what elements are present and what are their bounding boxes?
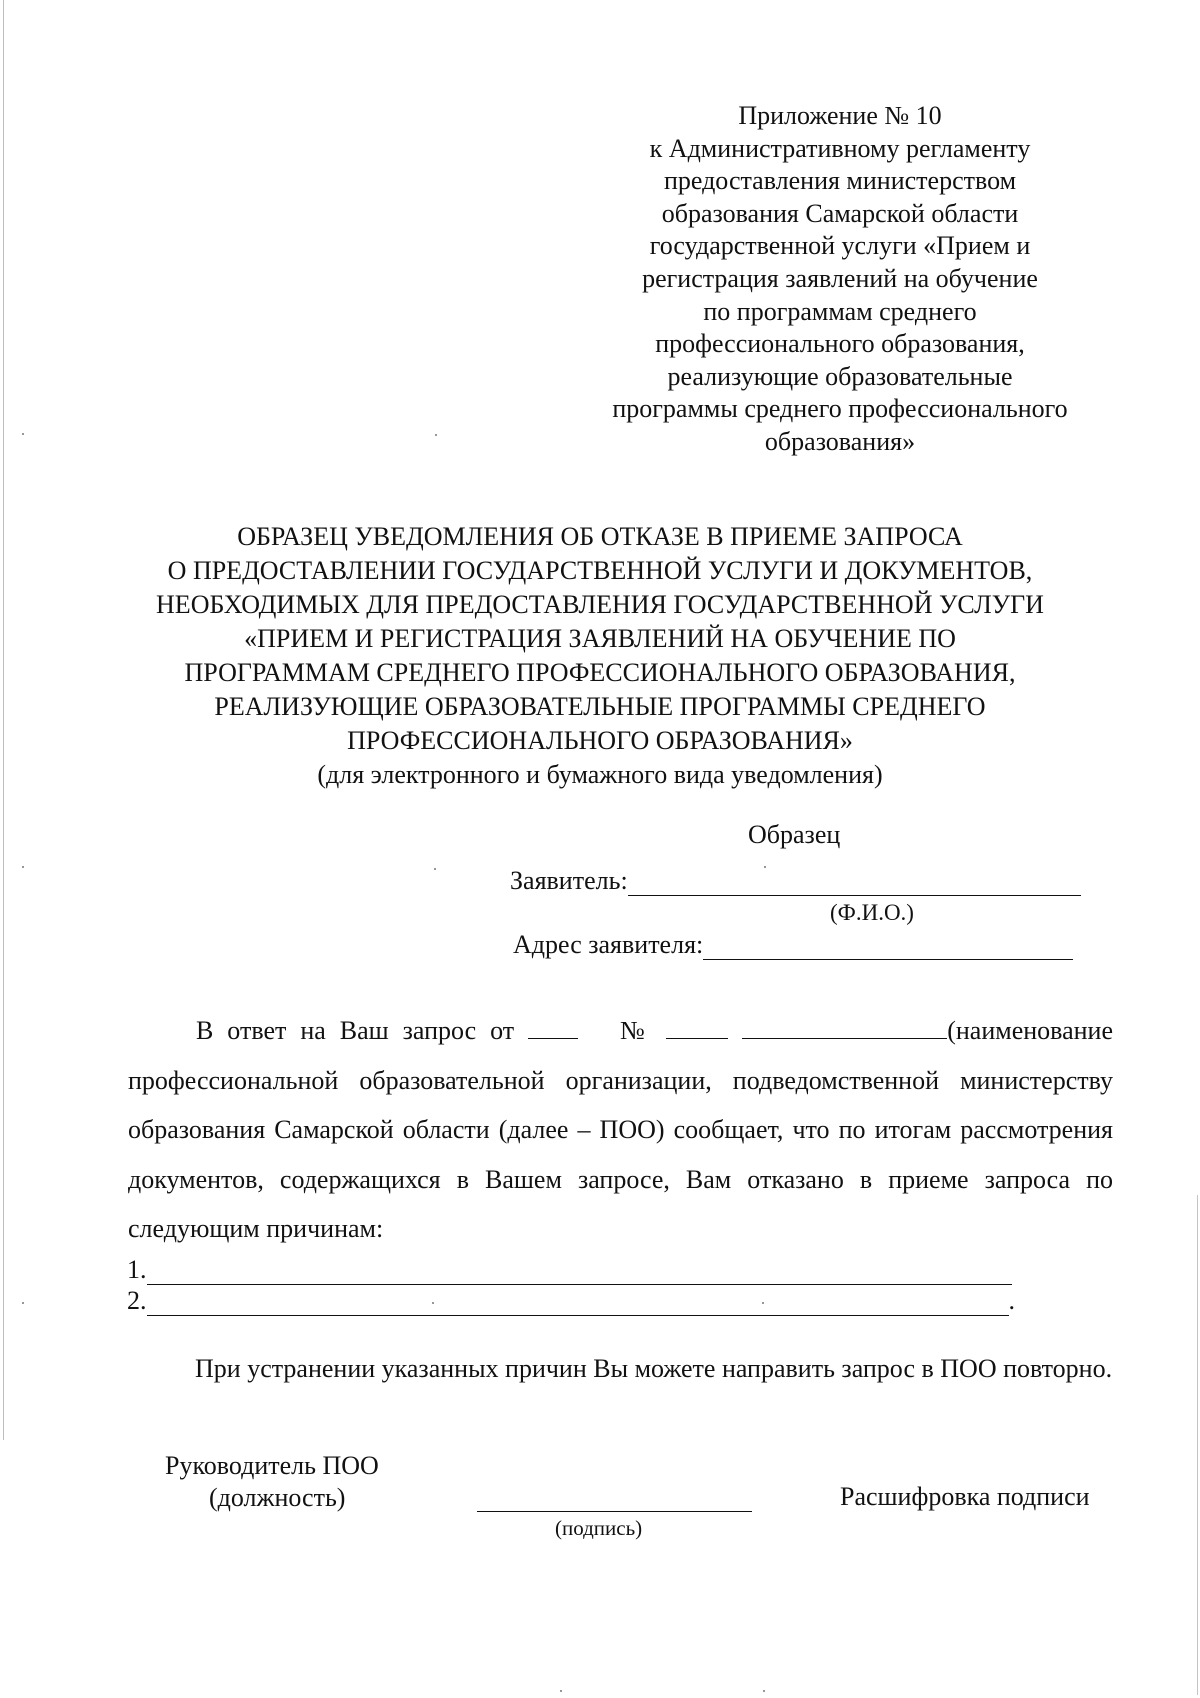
signature-hint: (подпись): [555, 1516, 643, 1540]
title-line: ОБРАЗЕЦ УВЕДОМЛЕНИЯ ОБ ОТКАЗЕ В ПРИЕМЕ ЗАПРОСА: [237, 522, 963, 551]
organization-name-field[interactable]: [742, 1014, 947, 1039]
fio-hint: (Ф.И.О.): [830, 900, 914, 925]
title-subtitle: (для электронного и бумажного вида уведомления): [317, 760, 883, 789]
address-label: Адрес заявителя:: [513, 930, 704, 959]
scan-speck: [560, 1690, 562, 1692]
annex-line: государственной услуги «Прием и: [649, 231, 1031, 261]
applicant-label: Заявитель:: [510, 866, 628, 895]
scan-speck: [432, 1302, 434, 1304]
repeat-notice-text: При устранении указанных причин Вы можете направить запрос в ПОО повторно.: [195, 1354, 1113, 1383]
scan-speck: [763, 1690, 765, 1692]
title-line: РЕАЛИЗУЮЩИЕ ОБРАЗОВАТЕЛЬНЫЕ ПРОГРАММЫ СРЕДНЕГО: [214, 692, 986, 721]
signature-field[interactable]: [477, 1511, 752, 1512]
document-title: [80, 520, 1120, 792]
head-label: Руководитель ПОО: [165, 1451, 379, 1480]
scan-speck: [22, 866, 24, 868]
annex-line: образования Самарской области: [661, 198, 1019, 228]
reasons-list: [127, 1254, 1015, 1316]
applicant-row: [510, 866, 1081, 896]
annex-line: реализующие образовательные: [667, 361, 1013, 391]
scan-speck: [762, 1302, 764, 1304]
number-sign: №: [620, 1016, 653, 1045]
body-paragraph: [128, 1006, 1113, 1254]
position-hint: (должность): [209, 1483, 346, 1512]
address-field[interactable]: [703, 933, 1073, 960]
reason-item: [127, 1285, 1015, 1316]
reason-number: 1.: [127, 1255, 147, 1284]
address-row: [513, 930, 1073, 960]
reason-field[interactable]: [147, 1293, 1009, 1316]
title-line: НЕОБХОДИМЫХ ДЛЯ ПРЕДОСТАВЛЕНИЯ ГОСУДАРСТВЕННОЙ УСЛУГИ: [156, 590, 1044, 619]
title-line: «ПРИЕМ И РЕГИСТРАЦИЯ ЗАЯВЛЕНИЙ НА ОБУЧЕНИЕ ПО: [244, 624, 956, 653]
scan-speck: [434, 868, 436, 870]
scan-speck: [22, 433, 24, 435]
repeat-notice: [127, 1352, 1113, 1386]
title-line: ПРОГРАММАМ СРЕДНЕГО ПРОФЕССИОНАЛЬНОГО ОБРАЗОВАНИЯ,: [184, 658, 1016, 687]
sample-label: Образец: [748, 820, 841, 849]
annex-line: Приложение № 10: [738, 101, 942, 130]
annex-line: предоставления министерством: [663, 166, 1017, 196]
annex-line: профессионального образования,: [655, 329, 1025, 359]
request-number-field[interactable]: [666, 1014, 728, 1039]
scan-speck: [764, 866, 766, 868]
scan-edge-left: [3, 0, 4, 1440]
annex-line: по программам среднего: [703, 296, 977, 326]
scan-edge-right: [1197, 1195, 1198, 1695]
title-line: О ПРЕДОСТАВЛЕНИИ ГОСУДАРСТВЕННОЙ УСЛУГИ И ДОКУМЕНТОВ,: [167, 556, 1033, 585]
annex-line: регистрация заявлений на обучение: [642, 263, 1038, 293]
title-line: ПРОФЕССИОНАЛЬНОГО ОБРАЗОВАНИЯ»: [347, 726, 853, 755]
annex-header: [600, 100, 1080, 459]
reason-field[interactable]: [147, 1262, 1012, 1285]
reason-end: .: [1008, 1286, 1015, 1315]
reason-number: 2.: [127, 1286, 147, 1315]
scan-speck: [435, 434, 437, 436]
annex-line: образования»: [764, 426, 916, 456]
reason-item: [127, 1254, 1015, 1285]
signature-head: [165, 1450, 379, 1514]
request-date-field[interactable]: [528, 1014, 578, 1039]
signature-decode-label: Расшифровка подписи: [840, 1482, 1090, 1511]
scan-speck: [22, 1302, 24, 1304]
body-text-rest: (наименование профессиональной образовательной организации, подведомственной министерству образования Самарской области (далее – ПОО) сообщает, что по итогам рассмотрения документов, содержащихся в Вашем запросе, Вам отказано в приеме запроса по следующим причинам:: [128, 1016, 1114, 1243]
annex-line: к Административному регламенту: [649, 133, 1031, 163]
applicant-name-field[interactable]: [628, 869, 1081, 896]
request-from-label: В ответ на Ваш запрос от: [196, 1016, 515, 1045]
annex-line: программы среднего профессионального: [612, 394, 1068, 424]
